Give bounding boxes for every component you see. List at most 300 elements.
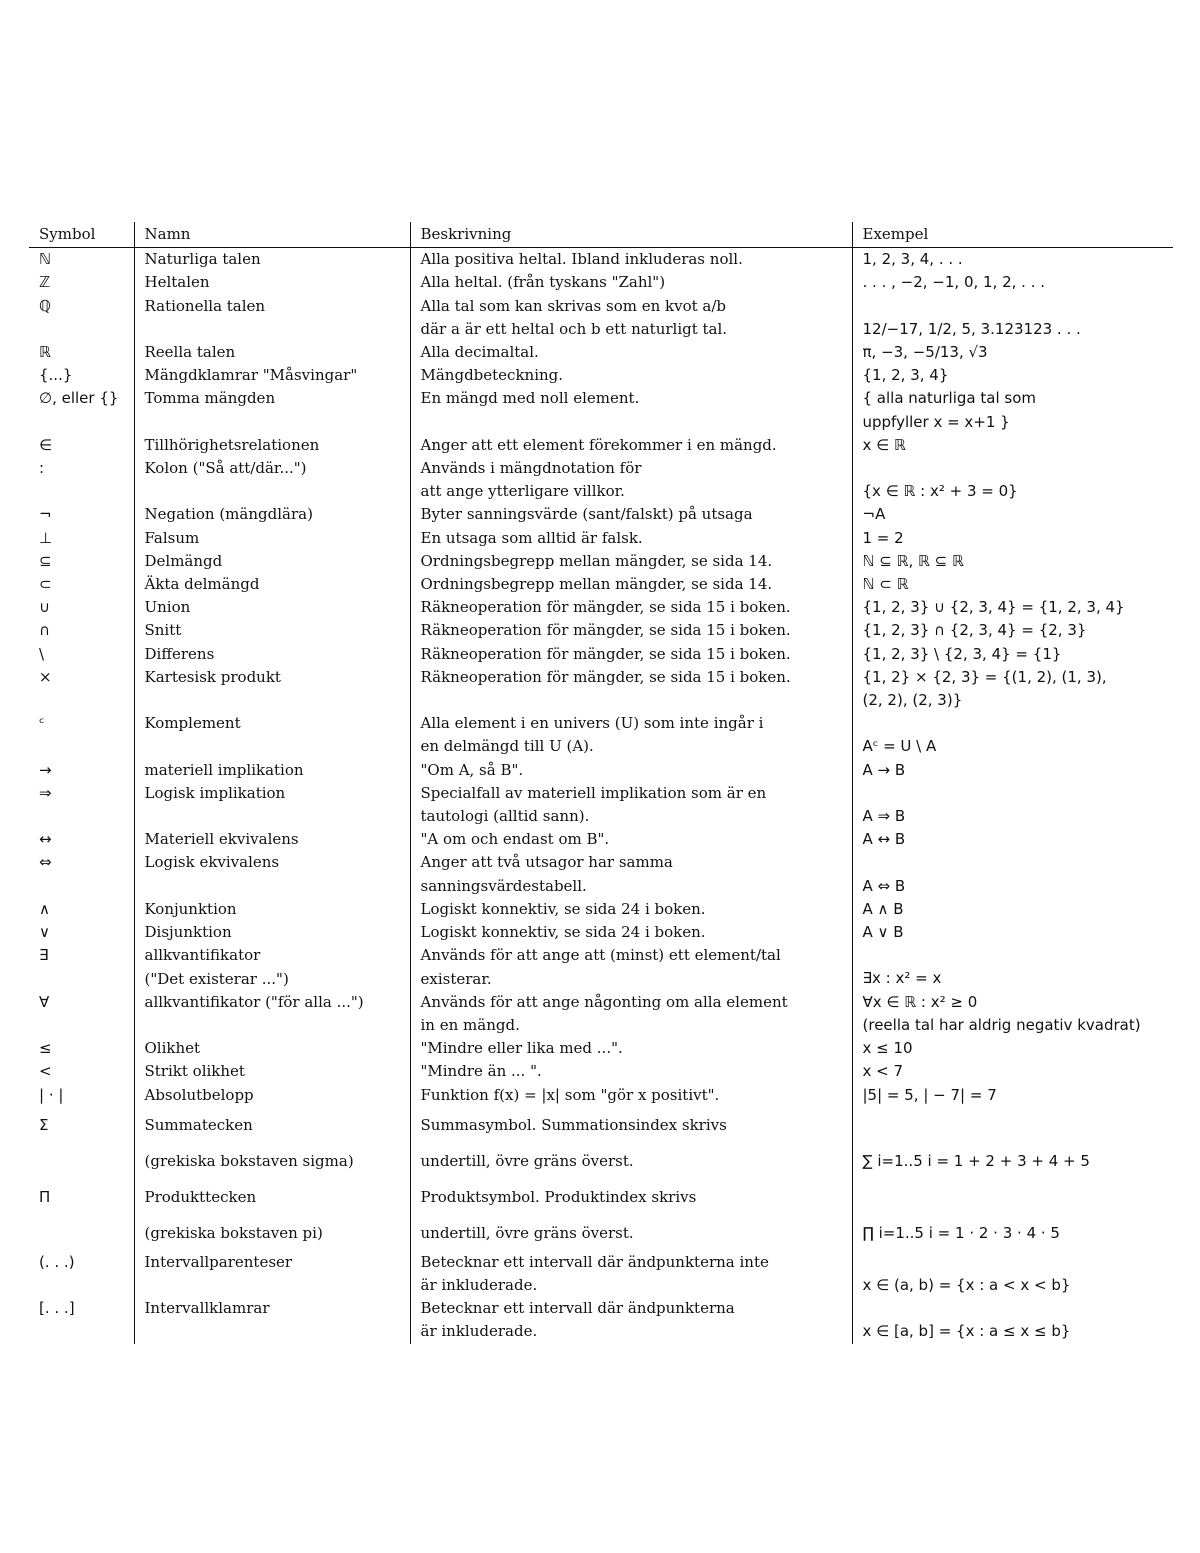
table-row bbox=[29, 271, 1173, 294]
example-cell bbox=[852, 1060, 1173, 1083]
example-cell-line: ¬A bbox=[862, 505, 886, 524]
example-cell-line: {1, 2, 3} \ {2, 3, 4} = {1} bbox=[862, 644, 1062, 663]
description-cell bbox=[410, 782, 852, 828]
name-cell bbox=[134, 643, 410, 666]
example-cell-line bbox=[863, 944, 1174, 967]
symbol-cell bbox=[29, 1037, 134, 1060]
symbol-cell-line: ∪ bbox=[39, 598, 50, 617]
example-cell-line: {1, 2, 3} ∪ {2, 3, 4} = {1, 2, 3, 4} bbox=[862, 598, 1125, 617]
example-cell-line: A ⇔ B bbox=[862, 876, 906, 895]
example-cell bbox=[852, 1107, 1173, 1179]
description-cell bbox=[410, 550, 852, 573]
symbol-cell bbox=[29, 944, 134, 990]
table-row bbox=[29, 341, 1173, 364]
table-row bbox=[29, 828, 1173, 851]
name-cell bbox=[134, 1297, 410, 1343]
table-row bbox=[29, 434, 1173, 457]
description-cell-line: är inkluderade. bbox=[420, 1275, 538, 1294]
symbol-cell bbox=[29, 364, 134, 387]
example-cell bbox=[852, 434, 1173, 457]
description-cell-line: Mängdbeteckning. bbox=[420, 366, 564, 385]
example-cell bbox=[852, 851, 1173, 897]
name-cell bbox=[134, 1179, 410, 1251]
description-cell-line: Funktion f(x) = |x| som "gör x positivt". bbox=[420, 1085, 720, 1104]
name-cell bbox=[134, 828, 410, 851]
name-cell bbox=[134, 666, 410, 712]
table-row bbox=[29, 364, 1173, 387]
symbol-cell-line: ᶜ bbox=[39, 714, 45, 733]
table-row bbox=[29, 944, 1173, 990]
name-cell bbox=[134, 434, 410, 457]
header-name: Namn bbox=[134, 222, 410, 248]
example-cell bbox=[852, 944, 1173, 990]
description-cell-line: är inkluderade. bbox=[420, 1322, 538, 1341]
example-cell-line: A ⇒ B bbox=[862, 807, 906, 826]
description-cell bbox=[410, 271, 852, 294]
symbol-cell bbox=[29, 828, 134, 851]
description-cell-line: En utsaga som alltid är falsk. bbox=[420, 528, 643, 547]
name-cell bbox=[134, 1251, 410, 1297]
name-cell-line: Rationella talen bbox=[144, 296, 266, 315]
description-cell bbox=[410, 364, 852, 387]
example-cell-line: (2, 2), (2, 3)} bbox=[862, 691, 963, 710]
description-cell-line: "A om och endast om B". bbox=[420, 830, 610, 849]
name-cell bbox=[134, 248, 410, 272]
name-cell bbox=[134, 851, 410, 897]
example-cell bbox=[852, 1084, 1173, 1107]
description-cell bbox=[410, 295, 852, 341]
description-cell-line: Räkneoperation för mängder, se sida 15 i boken. bbox=[420, 598, 791, 617]
description-cell bbox=[410, 434, 852, 457]
description-cell bbox=[410, 387, 852, 433]
name-cell-line bbox=[145, 1014, 410, 1037]
name-cell bbox=[134, 619, 410, 642]
symbol-cell bbox=[29, 851, 134, 897]
description-cell-line: Alla heltal. (från tyskans "Zahl") bbox=[420, 273, 666, 292]
symbol-cell bbox=[29, 295, 134, 341]
description-cell-line: Specialfall av materiell implikation som är en bbox=[420, 783, 767, 802]
name-cell-line: (grekiska bokstaven pi) bbox=[144, 1223, 323, 1242]
example-cell-line bbox=[863, 1251, 1174, 1274]
example-cell-line: ℕ ⊂ ℝ bbox=[862, 575, 909, 594]
description-cell-line: sanningsvärdestabell. bbox=[420, 876, 587, 895]
symbol-cell bbox=[29, 596, 134, 619]
example-cell bbox=[852, 666, 1173, 712]
example-cell bbox=[852, 1251, 1173, 1297]
name-cell-line: Materiell ekvivalens bbox=[144, 830, 299, 849]
description-cell bbox=[410, 851, 852, 897]
name-cell-line: Union bbox=[144, 598, 191, 617]
symbol-cell-line: ∈ bbox=[39, 435, 53, 454]
symbol-cell-line: ℚ bbox=[39, 296, 51, 315]
name-cell-line: allkvantifikator ("för alla ...") bbox=[144, 992, 364, 1011]
name-cell bbox=[134, 550, 410, 573]
name-cell bbox=[134, 921, 410, 944]
header-symbol: Symbol bbox=[29, 222, 134, 248]
example-cell-line: ∀x ∈ ℝ : x² ≥ 0 bbox=[862, 992, 978, 1011]
description-cell-line: En mängd med noll element. bbox=[420, 389, 640, 408]
symbol-cell-line: ∧ bbox=[39, 899, 50, 918]
name-cell bbox=[134, 759, 410, 782]
description-cell bbox=[410, 457, 852, 503]
name-cell-line: Heltalen bbox=[144, 273, 210, 292]
example-cell-line: 1, 2, 3, 4, . . . bbox=[862, 250, 963, 269]
table-header-row bbox=[29, 222, 1173, 248]
description-cell bbox=[410, 712, 852, 758]
example-cell bbox=[852, 596, 1173, 619]
symbol-cell-line: ∅, eller {} bbox=[39, 389, 119, 408]
example-cell bbox=[852, 1179, 1173, 1251]
name-cell-line: Negation (mängdlära) bbox=[144, 505, 313, 524]
symbol-cell bbox=[29, 527, 134, 550]
example-cell-line: uppfyller x = x+1 } bbox=[862, 412, 1010, 431]
description-cell bbox=[410, 619, 852, 642]
name-cell-line: Olikhet bbox=[144, 1039, 201, 1058]
description-cell-line: undertill, övre gräns överst. bbox=[420, 1151, 634, 1170]
example-cell-line bbox=[863, 712, 1174, 735]
example-cell-line: { alla naturliga tal som bbox=[862, 389, 1036, 408]
description-cell-line: in en mängd. bbox=[420, 1015, 520, 1034]
symbol-cell-line bbox=[39, 968, 134, 991]
table-row bbox=[29, 1107, 1173, 1179]
example-cell-line: x < 7 bbox=[862, 1062, 904, 1081]
table-body bbox=[29, 248, 1173, 1344]
symbol-cell-line: | · | bbox=[39, 1085, 64, 1104]
example-cell bbox=[852, 341, 1173, 364]
name-cell bbox=[134, 1107, 410, 1179]
table-row bbox=[29, 503, 1173, 526]
symbol-cell-line: Π bbox=[39, 1187, 51, 1206]
table-row bbox=[29, 921, 1173, 944]
example-cell-line: x ∈ [a, b] = {x : a ≤ x ≤ b} bbox=[862, 1322, 1071, 1341]
symbol-cell bbox=[29, 759, 134, 782]
description-cell-line: Anger att ett element förekommer i en mängd. bbox=[420, 435, 777, 454]
name-cell bbox=[134, 991, 410, 1037]
symbol-cell bbox=[29, 341, 134, 364]
name-cell-line: Falsum bbox=[144, 528, 200, 547]
description-cell-line: Betecknar ett intervall där ändpunkterna inte bbox=[420, 1252, 769, 1271]
name-cell-line bbox=[145, 1320, 410, 1343]
description-cell-line: Logiskt konnektiv, se sida 24 i boken. bbox=[420, 899, 706, 918]
table-row bbox=[29, 1037, 1173, 1060]
example-cell bbox=[852, 1037, 1173, 1060]
symbol-cell-line: ℕ bbox=[39, 250, 52, 269]
name-cell bbox=[134, 596, 410, 619]
name-cell-line: Snitt bbox=[144, 621, 182, 640]
table-row bbox=[29, 1251, 1173, 1297]
table-row bbox=[29, 573, 1173, 596]
description-cell-line: existerar. bbox=[420, 969, 492, 988]
name-cell-line: Strikt olikhet bbox=[144, 1062, 245, 1081]
description-cell-line: "Om A, så B". bbox=[420, 760, 524, 779]
name-cell-line: Intervallparenteser bbox=[144, 1252, 293, 1271]
name-cell-line bbox=[145, 480, 410, 503]
name-cell-line bbox=[145, 805, 410, 828]
description-cell-line: Alla positiva heltal. Ibland inkluderas noll. bbox=[420, 250, 743, 269]
description-cell bbox=[410, 898, 852, 921]
example-cell bbox=[852, 527, 1173, 550]
name-cell-line: Äkta delmängd bbox=[144, 575, 260, 594]
example-cell-line: ∃x : x² = x bbox=[862, 969, 942, 988]
example-cell bbox=[852, 573, 1173, 596]
example-cell bbox=[852, 828, 1173, 851]
table-row bbox=[29, 1084, 1173, 1107]
header-example: Exempel bbox=[852, 222, 1173, 248]
description-cell-line: Logiskt konnektiv, se sida 24 i boken. bbox=[420, 923, 706, 942]
example-cell bbox=[852, 643, 1173, 666]
symbol-cell-line: ℤ bbox=[39, 273, 51, 292]
description-cell bbox=[410, 944, 852, 990]
description-cell-line: Används i mängdnotation för bbox=[420, 459, 642, 478]
symbol-cell bbox=[29, 1297, 134, 1343]
example-cell bbox=[852, 1297, 1173, 1343]
example-cell-line: A → B bbox=[862, 760, 906, 779]
symbol-cell bbox=[29, 921, 134, 944]
example-cell bbox=[852, 248, 1173, 272]
symbol-cell-line: ∨ bbox=[39, 923, 50, 942]
table-row bbox=[29, 712, 1173, 758]
description-cell bbox=[410, 991, 852, 1037]
example-cell-line bbox=[863, 1179, 1174, 1215]
name-cell bbox=[134, 712, 410, 758]
symbol-cell-line bbox=[39, 1274, 134, 1297]
example-cell bbox=[852, 898, 1173, 921]
name-cell-line: Naturliga talen bbox=[144, 250, 261, 269]
table-row bbox=[29, 1060, 1173, 1083]
name-cell bbox=[134, 1037, 410, 1060]
symbol-cell-line: × bbox=[39, 667, 52, 686]
example-cell-line bbox=[863, 457, 1174, 480]
example-cell-line: 12/−17, 1/2, 5, 3.123123 . . . bbox=[862, 319, 1081, 338]
symbol-cell-line: ⇒ bbox=[39, 783, 52, 802]
example-cell-line: A ∧ B bbox=[862, 899, 904, 918]
name-cell bbox=[134, 295, 410, 341]
example-cell-line: . . . , −2, −1, 0, 1, 2, . . . bbox=[862, 273, 1046, 292]
description-cell-line bbox=[421, 689, 852, 712]
table-row bbox=[29, 782, 1173, 828]
symbol-cell-line: ⊥ bbox=[39, 528, 53, 547]
description-cell bbox=[410, 527, 852, 550]
symbol-cell bbox=[29, 666, 134, 712]
symbol-cell-line: ⊆ bbox=[39, 551, 52, 570]
name-cell bbox=[134, 457, 410, 503]
name-cell bbox=[134, 782, 410, 828]
name-cell-line: Reella talen bbox=[144, 343, 236, 362]
symbol-cell-line bbox=[39, 480, 134, 503]
symbol-cell-line bbox=[39, 875, 134, 898]
table-row bbox=[29, 295, 1173, 341]
description-cell bbox=[410, 828, 852, 851]
symbol-cell-line bbox=[39, 735, 134, 758]
name-cell-line bbox=[145, 318, 410, 341]
example-cell bbox=[852, 619, 1173, 642]
description-cell-line: undertill, övre gräns överst. bbox=[420, 1223, 634, 1242]
table-row bbox=[29, 248, 1173, 272]
symbol-cell-line: ∩ bbox=[39, 621, 50, 640]
name-cell bbox=[134, 898, 410, 921]
symbol-cell bbox=[29, 271, 134, 294]
name-cell-line: Absolutbelopp bbox=[144, 1085, 254, 1104]
example-cell-line: A ↔ B bbox=[862, 830, 906, 849]
description-cell-line: Alla decimaltal. bbox=[420, 343, 539, 362]
name-cell-line: allkvantifikator bbox=[144, 946, 261, 965]
description-cell bbox=[410, 1251, 852, 1297]
symbol-cell bbox=[29, 1060, 134, 1083]
symbol-cell-line: ⊂ bbox=[39, 575, 52, 594]
example-cell-line: ∑ i=1..5 i = 1 + 2 + 3 + 4 + 5 bbox=[862, 1151, 1090, 1170]
table-row bbox=[29, 596, 1173, 619]
name-cell bbox=[134, 944, 410, 990]
description-cell bbox=[410, 1107, 852, 1179]
description-cell-line: Räkneoperation för mängder, se sida 15 i boken. bbox=[420, 644, 791, 663]
symbol-cell-line: : bbox=[39, 459, 45, 478]
example-cell-line: ℕ ⊆ ℝ, ℝ ⊆ ℝ bbox=[862, 551, 964, 570]
symbol-cell-line: \ bbox=[39, 644, 45, 663]
name-cell-line: Delmängd bbox=[144, 551, 223, 570]
header-description: Beskrivning bbox=[410, 222, 852, 248]
symbol-cell bbox=[29, 1251, 134, 1297]
description-cell bbox=[410, 1037, 852, 1060]
symbol-cell-line: (. . .) bbox=[39, 1252, 75, 1271]
description-cell-line: Används för att ange någonting om alla element bbox=[420, 992, 788, 1011]
description-cell-line: Betecknar ett intervall där ändpunkterna bbox=[420, 1299, 735, 1318]
description-cell-line: Används för att ange att (minst) ett element/tal bbox=[420, 946, 781, 965]
symbol-cell-line bbox=[39, 805, 134, 828]
description-cell-line: Summasymbol. Summationsindex skrivs bbox=[420, 1115, 727, 1134]
description-cell bbox=[410, 1084, 852, 1107]
table-row bbox=[29, 666, 1173, 712]
description-cell-line: en delmängd till U (A). bbox=[420, 737, 594, 756]
name-cell bbox=[134, 271, 410, 294]
name-cell-line: Differens bbox=[144, 644, 215, 663]
description-cell-line: tautologi (alltid sann). bbox=[420, 807, 590, 826]
description-cell-line: Alla tal som kan skrivas som en kvot a/b bbox=[420, 296, 727, 315]
description-cell-line: Räkneoperation för mängder, se sida 15 i boken. bbox=[420, 621, 791, 640]
example-cell bbox=[852, 991, 1173, 1037]
name-cell-line: Kartesisk produkt bbox=[144, 667, 281, 686]
example-cell-line bbox=[863, 851, 1174, 874]
description-cell bbox=[410, 643, 852, 666]
symbol-cell bbox=[29, 457, 134, 503]
example-cell bbox=[852, 550, 1173, 573]
name-cell-line: Disjunktion bbox=[144, 923, 232, 942]
example-cell-line: (reella tal har aldrig negativ kvadrat) bbox=[862, 1015, 1141, 1034]
table-row bbox=[29, 457, 1173, 503]
table-row bbox=[29, 898, 1173, 921]
symbol-cell bbox=[29, 898, 134, 921]
table-row bbox=[29, 527, 1173, 550]
name-cell bbox=[134, 341, 410, 364]
description-cell bbox=[410, 596, 852, 619]
symbol-cell bbox=[29, 550, 134, 573]
symbol-cell-line: ↔ bbox=[39, 830, 52, 849]
name-cell-line: Tillhörighetsrelationen bbox=[144, 435, 320, 454]
description-cell-line: där a är ett heltal och b ett naturligt tal. bbox=[420, 319, 728, 338]
symbol-cell bbox=[29, 434, 134, 457]
symbol-cell bbox=[29, 643, 134, 666]
description-cell bbox=[410, 248, 852, 272]
symbol-cell bbox=[29, 503, 134, 526]
example-cell-line: π, −3, −5/13, √3 bbox=[862, 343, 988, 362]
name-cell-line: Konjunktion bbox=[144, 899, 237, 918]
name-cell-line: Produkttecken bbox=[144, 1187, 257, 1206]
name-cell-line: materiell implikation bbox=[144, 760, 304, 779]
symbol-cell bbox=[29, 1179, 134, 1251]
name-cell bbox=[134, 1060, 410, 1083]
symbol-cell-line: ∀ bbox=[39, 992, 50, 1011]
symbol-cell-line: ¬ bbox=[39, 505, 52, 524]
example-cell-line bbox=[863, 1107, 1174, 1143]
description-cell-line: "Mindre eller lika med ...". bbox=[420, 1039, 623, 1058]
description-cell bbox=[410, 573, 852, 596]
name-cell-line bbox=[145, 411, 410, 434]
symbol-cell-line bbox=[39, 1143, 134, 1179]
example-cell-line: A ∨ B bbox=[862, 923, 904, 942]
example-cell-line: ∏ i=1..5 i = 1 · 2 · 3 · 4 · 5 bbox=[862, 1223, 1060, 1242]
symbol-cell-line: → bbox=[39, 760, 52, 779]
example-cell-line: x ∈ ℝ bbox=[862, 435, 906, 454]
example-cell-line: Aᶜ = U \ A bbox=[862, 737, 937, 756]
name-cell-line bbox=[145, 735, 410, 758]
example-cell bbox=[852, 759, 1173, 782]
name-cell-line bbox=[145, 689, 410, 712]
example-cell-line: x ∈ (a, b) = {x : a < x < b} bbox=[862, 1275, 1071, 1294]
example-cell bbox=[852, 457, 1173, 503]
example-cell bbox=[852, 271, 1173, 294]
description-cell bbox=[410, 1297, 852, 1343]
name-cell-line bbox=[145, 875, 410, 898]
symbol-cell-line bbox=[39, 1014, 134, 1037]
symbol-cell-line: ⇔ bbox=[39, 853, 52, 872]
symbol-cell-line bbox=[39, 318, 134, 341]
symbol-cell-line bbox=[39, 1320, 134, 1343]
example-cell-line: 1 = 2 bbox=[862, 528, 904, 547]
symbol-cell-line: ≤ bbox=[39, 1039, 52, 1058]
name-cell-line: Intervallklamrar bbox=[144, 1299, 270, 1318]
example-cell bbox=[852, 782, 1173, 828]
description-cell-line: Räkneoperation för mängder, se sida 15 i boken. bbox=[420, 667, 791, 686]
description-cell bbox=[410, 1060, 852, 1083]
table-row bbox=[29, 643, 1173, 666]
description-cell-line: Ordningsbegrepp mellan mängder, se sida 14. bbox=[420, 575, 773, 594]
example-cell bbox=[852, 295, 1173, 341]
description-cell-line: "Mindre än ... ". bbox=[420, 1062, 542, 1081]
symbol-cell bbox=[29, 1107, 134, 1179]
symbol-cell-line: < bbox=[39, 1062, 52, 1081]
symbol-cell bbox=[29, 619, 134, 642]
name-cell bbox=[134, 1084, 410, 1107]
description-cell-line: Ordningsbegrepp mellan mängder, se sida 14. bbox=[420, 551, 773, 570]
name-cell-line: Kolon ("Så att/där...") bbox=[144, 459, 307, 478]
symbol-table bbox=[29, 222, 1173, 1344]
symbol-cell-line: ∃ bbox=[39, 946, 49, 965]
description-cell-line bbox=[421, 411, 852, 434]
table-row bbox=[29, 387, 1173, 433]
example-cell bbox=[852, 921, 1173, 944]
symbol-cell-line bbox=[39, 1215, 134, 1251]
symbol-cell-line: Σ bbox=[39, 1115, 49, 1134]
description-cell bbox=[410, 1179, 852, 1251]
table-row bbox=[29, 991, 1173, 1037]
name-cell-line: (grekiska bokstaven sigma) bbox=[144, 1151, 354, 1170]
example-cell bbox=[852, 387, 1173, 433]
example-cell-line: |5| = 5, | − 7| = 7 bbox=[862, 1085, 997, 1104]
table-row bbox=[29, 1297, 1173, 1343]
name-cell-line: Komplement bbox=[144, 714, 241, 733]
name-cell bbox=[134, 503, 410, 526]
description-cell bbox=[410, 921, 852, 944]
symbol-cell-line bbox=[39, 689, 134, 712]
